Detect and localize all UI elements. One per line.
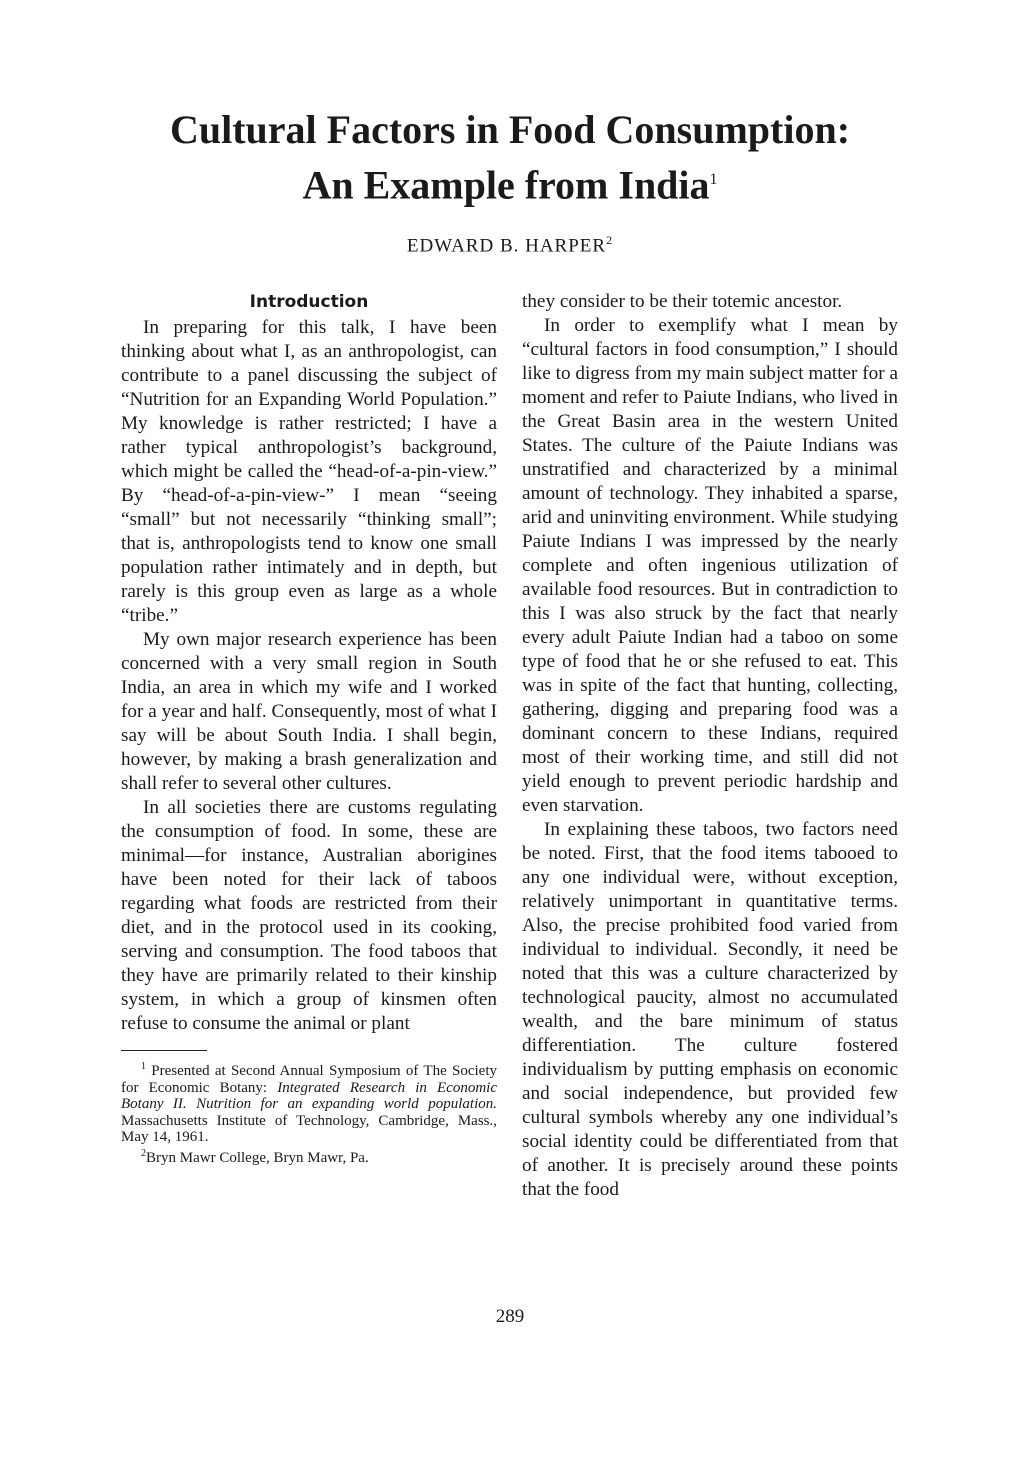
page-number: 289 bbox=[495, 1306, 525, 1327]
paragraph: My own major research experience has been concerned with a very small region in South India, an area in which my wife and I worked for a year and half. Consequently, most of what I say will be about South India. I shall begin, however, by making a brash generalization and shall refer to several other cultures. bbox=[121, 629, 497, 794]
title-line-1: Cultural Factors in Food Consumption: bbox=[169, 107, 851, 152]
right-column bbox=[522, 290, 898, 1202]
title-line-2: An Example from India$^1$ bbox=[302, 162, 718, 208]
footnote-2: $^2$Bryn Mawr College, Bryn Mawr, Pa. bbox=[141, 1147, 369, 1166]
paragraph: In all societies there are customs regulating the consumption of food. In some, these are minimal—for instance, Australian aborigines have been noted for their lack of taboos regarding what foods are restricted from their diet, and in the protocol used in its cooking, serving and consumption. The food taboos that they have are primarily related to their kinship system, in which a group of kinsmen often refuse to consume the animal or plant bbox=[121, 797, 497, 1034]
footnote-1: $^1$ Presented at Second Annual Symposium of The Society for Economic Botany: Integrated Research in Economic Botany II. Nutrition for an expanding world population. Massachusetts Institute of Technology, Cambridge, Mass., May 14, 1961. bbox=[121, 1061, 498, 1145]
paragraph: In order to exemplify what I mean by “cultural factors in food consumption,” I should like to digress from my main subject matter for a moment and refer to Paiute Indians, who lived in the Great Basin area in the western United States. The culture of the Paiute Indians was unstratified and characterized by a minimal amount of technology. They inhabited a sparse, arid and uninviting environment. While studying Paiute Indians I was impressed by the nearly complete and often ingenious utilization of available food resources. But in contradiction to this I was also struck by the fact that nearly every adult Paiute Indian had a taboo on some type of food that he or she refused to eat. This was in spite of the fact that hunting, collecting, gathering, digging and preparing food was a dominant concern to these Indians, required most of their working time, and still did not yield enough to prevent periodic hardship and even starvation. bbox=[522, 315, 898, 816]
paragraph: they consider to be their totemic ancestor. bbox=[522, 291, 843, 312]
section-heading: Introduction bbox=[249, 292, 369, 312]
paragraph: In explaining these taboos, two factors need be noted. First, that the food items tabooed to any one individual were, without exception, relatively unimportant in quantitative terms. Also, the precise prohibited food varied from individual to individual. Secondly, it need be noted that this was a culture characterized by technological paucity, almost no accumulated wealth, and the bare minimum of status differentiation. The culture fostered individualism by putting emphasis on economic and social independence, but provided few cultural symbols whereby any one individual’s social identity could be differentiated from that of another. It is precisely around these points that the food bbox=[522, 819, 898, 1200]
author-byline: EDWARD B. HARPER$^2$ bbox=[406, 233, 614, 257]
paragraph: In preparing for this talk, I have been thinking about what I, as an anthropologist, can contribute to a panel discussing the subject of “Nutrition for an Expanding World Population.” My knowledge is rather restricted; I have a rather typical anthropologist’s background, which might be called the “head-of-a-pin-view.” By “head-of-a-pin-view-” I mean “seeing “small” but not necessarily “thinking small”; that is, anthropologists tend to know one small population rather intimately and in depth, but rarely is this group even as large as a whole “tribe.” bbox=[121, 317, 497, 626]
title-footnote-marker: 1 bbox=[709, 171, 718, 188]
author-footnote-marker: 2 bbox=[606, 233, 614, 247]
footnote-divider bbox=[121, 1050, 207, 1051]
left-column bbox=[121, 290, 497, 1166]
